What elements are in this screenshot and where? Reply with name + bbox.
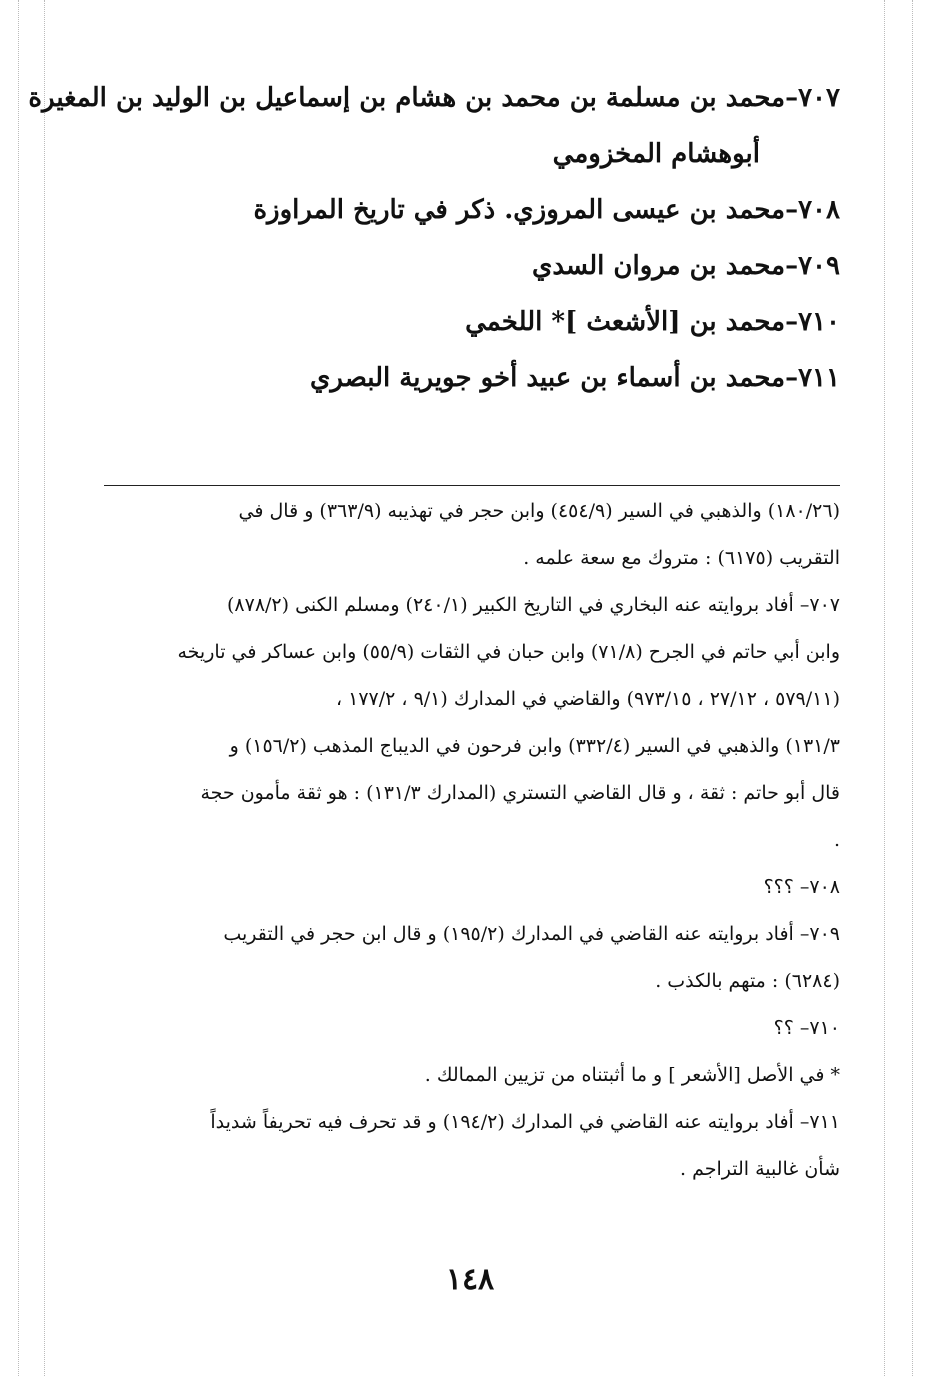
footnote-line: ١٣١/٣) والذهبي في السير (٣٣٢/٤) وابن فرحون في الديباج المذهب (١٥٦/٢) و — [229, 735, 840, 757]
footnote-line: ٧٠٨– ؟؟؟ — [763, 876, 840, 898]
footnote-line: . — [833, 829, 840, 851]
footnote-line: شأن غالبية التراجم . — [680, 1158, 840, 1180]
footnote-line: (٥٧٩/١١ ، ٢٧/١٢ ، ٩٧٣/١٥) والقاضي في المدارك (٩/١ ، ١٧٧/٢ ، — [335, 688, 840, 710]
footnote-line: وابن أبي حاتم في الجرح (٧١/٨) وابن حبان في الثقات (٥٥/٩) وابن عساكر في تاريخه — [177, 641, 840, 663]
footnote-separator — [104, 485, 840, 486]
footnote-line: ٧١١– أفاد بروايته عنه القاضي في المدارك (١٩٤/٢) و قد تحرف فيه تحريفاً شديداً — [210, 1111, 840, 1133]
footnote-line: (١٨٠/٢٦) والذهبي في السير (٤٥٤/٩) وابن حجر في تهذيبه (٣٦٣/٩) و قال في — [238, 500, 840, 522]
biography-entries — [28, 70, 840, 406]
footnote-line: * في الأصل [الأشعر ] و ما أثبتناه من تزيين الممالك . — [424, 1064, 840, 1086]
scan-edge-dots-left — [18, 0, 19, 1376]
entry-711: ٧١١–محمد بن أسماء بن عبيد أخو جويرية البصري — [310, 363, 840, 393]
entry-710: ٧١٠–محمد بن [الأشعث ]* اللخمي — [465, 307, 840, 337]
entry-707-line-2: أبوهشام المخزومي — [552, 139, 760, 169]
footnote-line: ٧٠٩– أفاد بروايته عنه القاضي في المدارك (١٩٥/٢) و قال ابن حجر في التقريب — [223, 923, 840, 945]
footnote-line: التقريب (٦١٧٥) : متروك مع سعة علمه . — [523, 547, 840, 569]
page-number: ١٤٨ — [445, 1262, 495, 1297]
scan-edge-dots-right-2 — [912, 0, 913, 1376]
entry-707-line-1: ٧٠٧–محمد بن مسلمة بن محمد بن هشام بن إسماعيل بن الوليد بن المغيرة — [28, 83, 840, 113]
scan-edge-dots-right — [884, 0, 885, 1376]
entry-709: ٧٠٩–محمد بن مروان السدي — [532, 251, 840, 281]
footnote-line: ٧٠٧– أفاد بروايته عنه البخاري في التاريخ الكبير (٢٤٠/١) ومسلم الكنى (٨٧٨/٢) — [226, 594, 840, 616]
footnote-line: قال أبو حاتم : ثقة ، و قال القاضي التستري (المدارك ١٣١/٣) : هو ثقة مأمون حجة — [200, 782, 840, 804]
scan-edge-dots-left-2 — [44, 0, 45, 1376]
footnote-line: (٦٢٨٤) : متهم بالكذب . — [655, 970, 840, 992]
footnotes — [100, 488, 840, 1193]
footnote-line: ٧١٠– ؟؟ — [773, 1017, 840, 1039]
entry-708: ٧٠٨–محمد بن عيسى المروزي. ذكر في تاريخ المراوزة — [253, 195, 840, 225]
